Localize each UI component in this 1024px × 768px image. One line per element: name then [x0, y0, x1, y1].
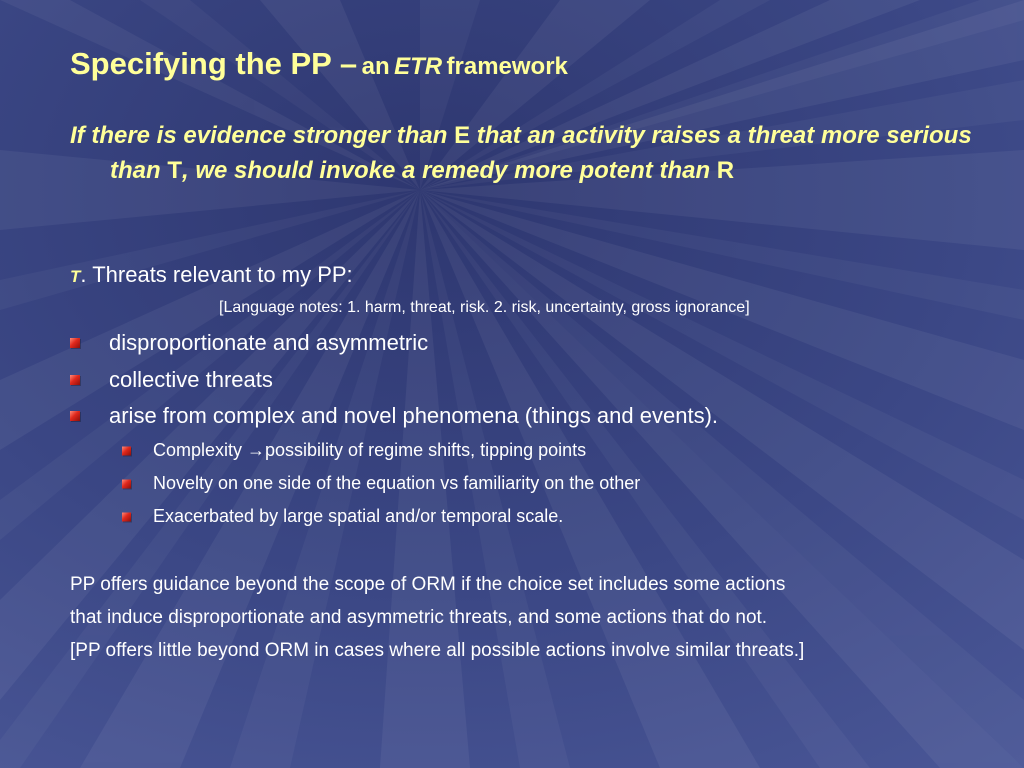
- title-an: an: [361, 53, 390, 80]
- closing-line: that induce disproportionate and asymmetric threats, and some actions that do not.: [70, 607, 768, 628]
- closing-line: PP offers guidance beyond the scope of ORM if the choice set includes some actions: [70, 574, 786, 595]
- language-note: [Language notes: 1. harm, threat, risk. 2. risk, uncertainty, gross ignorance]: [219, 299, 750, 316]
- title-framework: framework: [446, 53, 568, 80]
- bullet-square-icon: [122, 512, 131, 521]
- statement-r: R: [716, 157, 735, 184]
- title-main: Specifying the PP –: [70, 46, 358, 81]
- title-etr: ETR: [394, 53, 443, 80]
- threats-heading-letter: T: [70, 267, 81, 286]
- bullet-square-icon: [122, 479, 131, 488]
- list-item: [70, 330, 428, 356]
- sub-list-item: [122, 440, 586, 461]
- statement-part-2: that an activity raises a threat more serious than: [110, 122, 972, 184]
- sub-bullet-text: Complexity →possibility of regime shifts, tipping points: [153, 440, 587, 460]
- closing-line: [PP offers little beyond ORM in cases where all possible actions involve similar threats.]: [70, 640, 805, 661]
- sub-bullet-text: Novelty on one side of the equation vs familiarity on the other: [153, 473, 641, 493]
- sub-list-item: [122, 506, 563, 527]
- bullet-square-icon: [70, 375, 80, 385]
- closing-paragraph: [70, 568, 804, 667]
- threats-heading-text: . Threats relevant to my PP:: [80, 262, 353, 287]
- bullet-square-icon: [70, 411, 80, 421]
- statement-t: T: [167, 157, 183, 184]
- bullet-square-icon: [70, 338, 80, 348]
- statement-e: E: [454, 122, 471, 149]
- statement-part-1: If there is evidence stronger than: [70, 122, 448, 149]
- sub-bullet-text: Exacerbated by large spatial and/or temporal scale.: [153, 506, 564, 526]
- statement-part-3: , we should invoke a remedy more potent than: [182, 157, 711, 184]
- slide-title: [70, 46, 568, 82]
- list-item: [70, 367, 273, 393]
- bullet-text: collective threats: [109, 367, 273, 392]
- threats-heading: [70, 262, 353, 288]
- list-item: [70, 403, 718, 429]
- bullet-text: arise from complex and novel phenomena (things and events).: [109, 403, 719, 428]
- bullet-square-icon: [122, 446, 131, 455]
- bullet-text: disproportionate and asymmetric: [109, 330, 429, 355]
- sub-list-item: [122, 473, 640, 494]
- etr-statement: [70, 118, 1010, 188]
